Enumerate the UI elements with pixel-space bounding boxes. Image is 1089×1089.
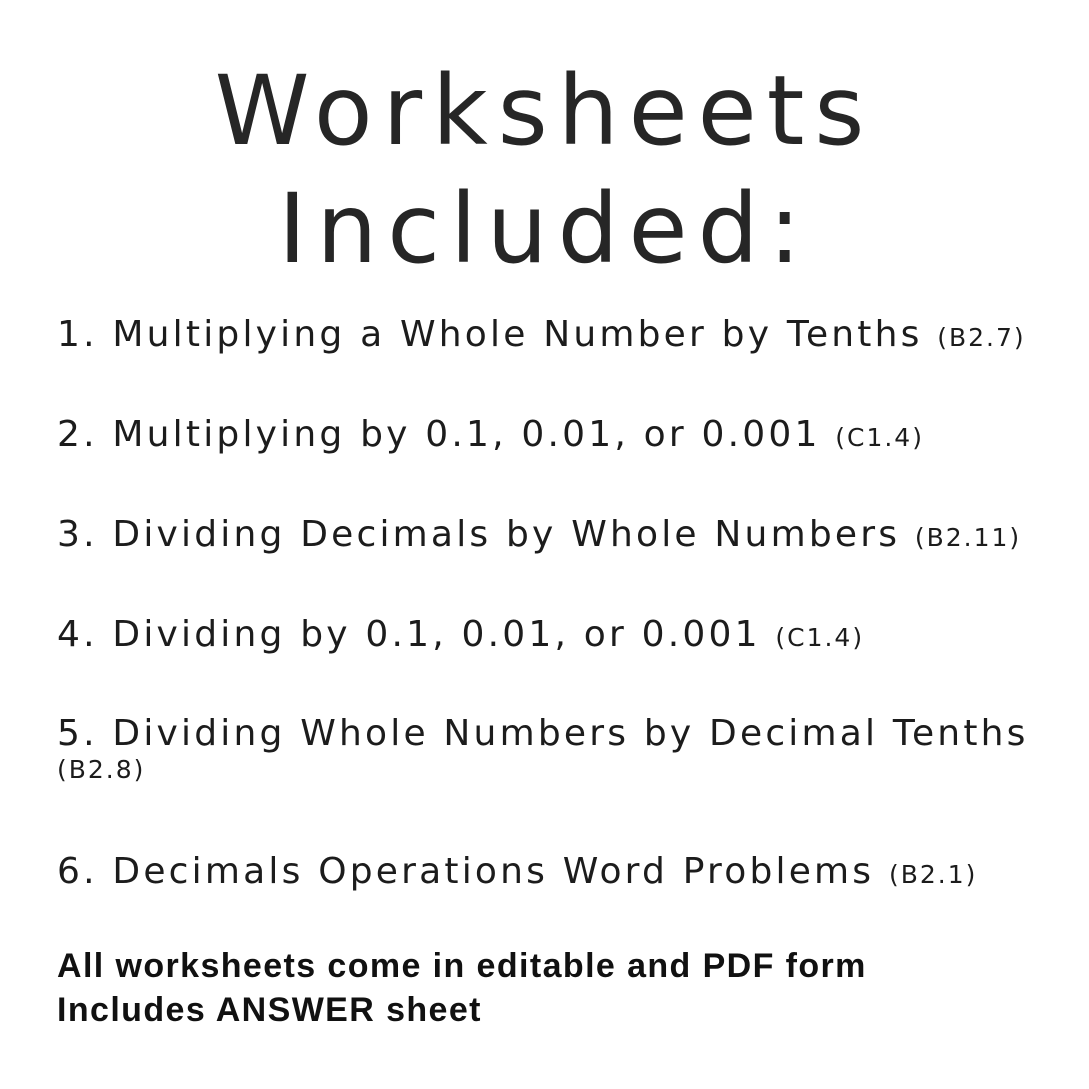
item-name: Dividing by 0.1, 0.01, or 0.001 [112,614,761,655]
curriculum-code: (B2.11) [914,523,1022,552]
item-number: 2. [57,414,98,455]
worksheet-item [57,514,1021,555]
worksheet-item [57,712,1037,784]
item-name: Dividing Decimals by Whole Numbers [112,514,901,555]
item-name: Decimals Operations Word Problems [112,851,875,892]
item-name: Multiplying a Whole Number by Tenths [112,314,923,355]
worksheet-item [57,614,864,655]
worksheet-item [57,851,977,892]
page-title [0,52,1089,288]
footer-line-1: All worksheets come in editable and PDF form [57,947,867,985]
curriculum-code: (C1.4) [775,623,865,652]
item-number: 6. [57,851,98,892]
curriculum-code: (B2.8) [57,755,146,784]
item-name: Multiplying by 0.1, 0.01, or 0.001 [112,414,821,455]
curriculum-code: (C1.4) [835,423,924,452]
item-number: 1. [57,314,98,355]
curriculum-code: (B2.7) [937,323,1026,352]
worksheet-item [57,314,1026,355]
item-number: 4. [57,614,98,655]
item-number: 5. [57,713,98,754]
item-name: Dividing Whole Numbers by Decimal Tenths [112,713,1029,754]
worksheet-item [57,414,924,455]
footer-note [57,944,867,1032]
title-line-1: Worksheets [214,55,875,167]
item-number: 3. [57,514,98,555]
title-line-2: Included: [278,173,811,285]
footer-line-2: Includes ANSWER sheet [57,991,482,1029]
curriculum-code: (B2.1) [888,860,978,889]
